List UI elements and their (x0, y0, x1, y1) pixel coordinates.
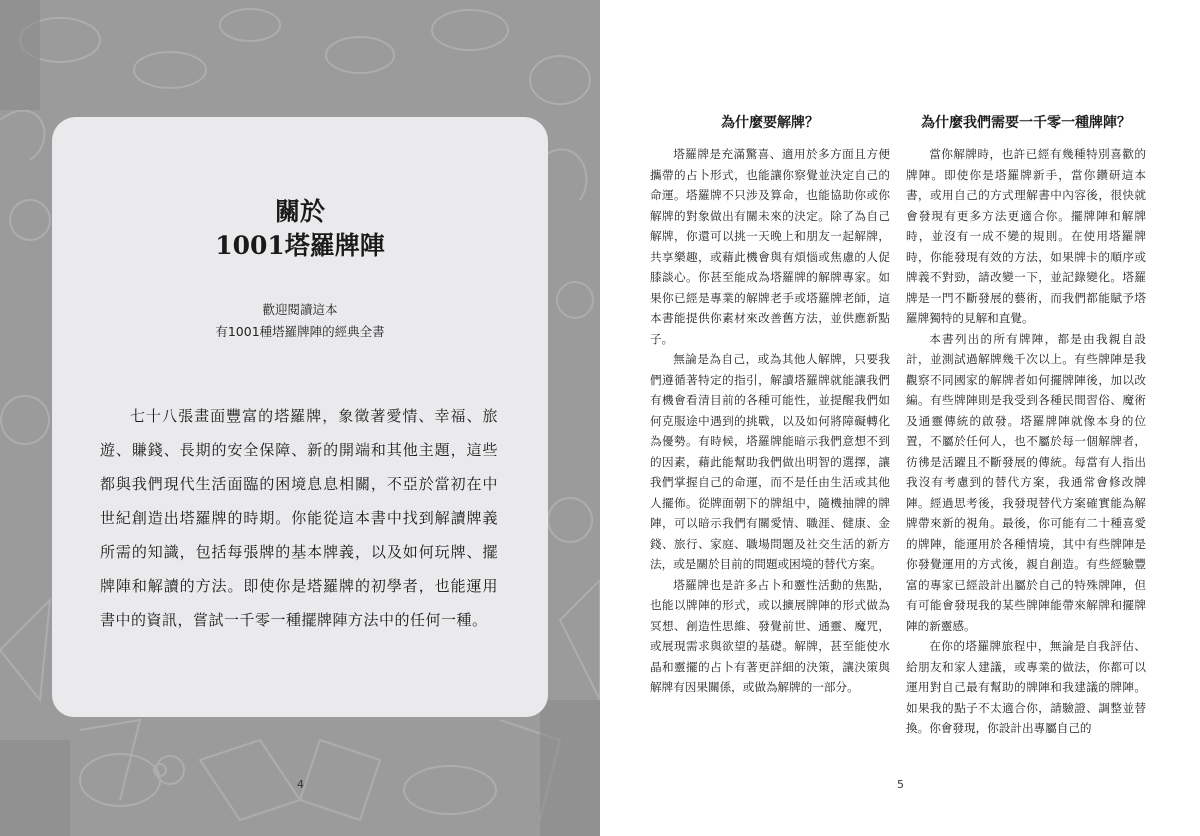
card-subtitle-line2: 有1001種塔羅牌陣的經典全書 (215, 324, 385, 339)
column-why-1001-spreads (906, 112, 1146, 739)
right-page (600, 0, 1200, 836)
card-title-line2: 1001塔羅牌陣 (215, 231, 385, 260)
column2-paragraph: 在你的塔羅牌旅程中，無論是自我評估、給朋友和家人建議，或專業的做法，你都可以運用對自己最有幫助的牌陣和我建議的牌陣。如果我的點子不太適合你，請驗證、調整並替換。你會發現，你設計出專屬自己的 (906, 639, 1146, 735)
column2-paragraph: 本書列出的所有牌陣，都是由我親自設計，並測試過解牌幾千次以上。有些牌陣是我觀察不同國家的解牌者如何擺牌陣後，加以改編。有些牌陣則是我受到各種民間習俗、魔術及通靈傳統的啟發。塔羅牌陣就像本身的位置，不屬於任何人，也不屬於每一個解牌者，彷彿是活躍且不斷發展的傳統。每當有人指出我沒有考慮到的替代方案，我通常會修改牌陣。經過思考後，我發現替代方案確實能為解牌帶來新的視角。最後，你可能有二十種喜愛的牌陣，能運用於各種情境，其中有些牌陣是你發覺運用的方式後，親自創造。有些經驗豐富的專家已經設計出屬於自己的特殊牌陣，但有可能會發現我的某些牌陣能帶來解牌和擺牌陣的新靈感。 (906, 331, 1146, 633)
card-title-line1: 關於 (274, 197, 325, 226)
column2-heading: 為什麼我們需要一千零一種牌陣？ (921, 115, 1131, 131)
column-why-read (650, 112, 890, 698)
intro-card (52, 117, 548, 717)
column2-paragraph: 當你解牌時，也許已經有幾種特別喜歡的牌陣。即使你是塔羅牌新手，當你鑽研這本書，或用自己的方式理解書中內容後，很快就會發現有更多方法更適合你。擺牌陣和解牌時，並沒有一成不變的規則。在使用塔羅牌時，你能發現有效的方法，如果牌卡的順序或牌義不對勁，請改變一下，並記錄變化。塔羅牌是一門不斷發展的藝術，而我們都能賦予塔羅牌獨特的見解和直覺。 (906, 147, 1146, 325)
column1-paragraph: 無論是為自己，或為其他人解牌，只要我們遵循著特定的指引，解讀塔羅牌就能讓我們有機會看清目前的各種可能性，並提醒我們如何克服途中遇到的挑戰，以及如何將障礙轉化為優勢。有時候，塔羅牌能暗示我們意想不到的因素，藉此能幫助我們做出明智的選擇，讓我們掌握自己的命運，而不是任由生活或其他人擺佈。從牌面朝下的牌組中，隨機抽牌的牌陣，可以暗示我們有關愛情、職涯、健康、金錢、旅行、家庭、職場問題及社交生活的新方法，或是關於目前的問題或困境的替代方案。 (650, 352, 890, 571)
page-number-left: 4 (297, 778, 304, 791)
card-subtitle-line1: 歡迎閱讀這本 (262, 302, 338, 317)
column1-paragraph: 塔羅牌是充滿驚喜、適用於多方面且方便攜帶的占卜形式，也能讓你察覺並決定自己的命運。塔羅牌不只涉及算命，也能協助你或你解牌的對象做出有關未來的決定。除了為自己解牌，你還可以挑一天晚上和朋友一起解牌，共享樂趣，或藉此機會與有煩惱或焦慮的人促膝談心。你甚至能成為塔羅牌的解牌專家。如果你已經是專業的解牌老手或塔羅牌老師，這本書能提供你素材來改善舊方法，並供應新點子。 (650, 147, 890, 346)
intro-body-text: 七十八張畫面豐富的塔羅牌，象徵著愛情、幸福、旅遊、賺錢、長期的安全保障、新的開端和其他主題，這些都與我們現代生活面臨的困境息息相關，不亞於當初在中世紀創造出塔羅牌的時期。你能從這本書中找到解讀牌義所需的知識，包括每張牌的基本牌義，以及如何玩牌、擺牌陣和解讀的方法。即使你是塔羅牌的初學者，也能運用書中的資訊，嘗試一千零一種擺牌陣方法中的任何一種。 (100, 407, 498, 629)
column1-heading: 為什麼要解牌？ (721, 115, 819, 131)
column1-paragraph: 塔羅牌也是許多占卜和靈性活動的焦點，也能以牌陣的形式，或以擴展牌陣的形式做為冥想、創造性思維、發覺前世、通靈、魔咒，或展現需求與欲望的基礎。解牌，甚至能使水晶和靈擺的占卜有著更詳細的決策，讓決策與解牌有因果關係，或做為解牌的一部分。 (650, 577, 890, 694)
page-number-right: 5 (897, 778, 904, 791)
